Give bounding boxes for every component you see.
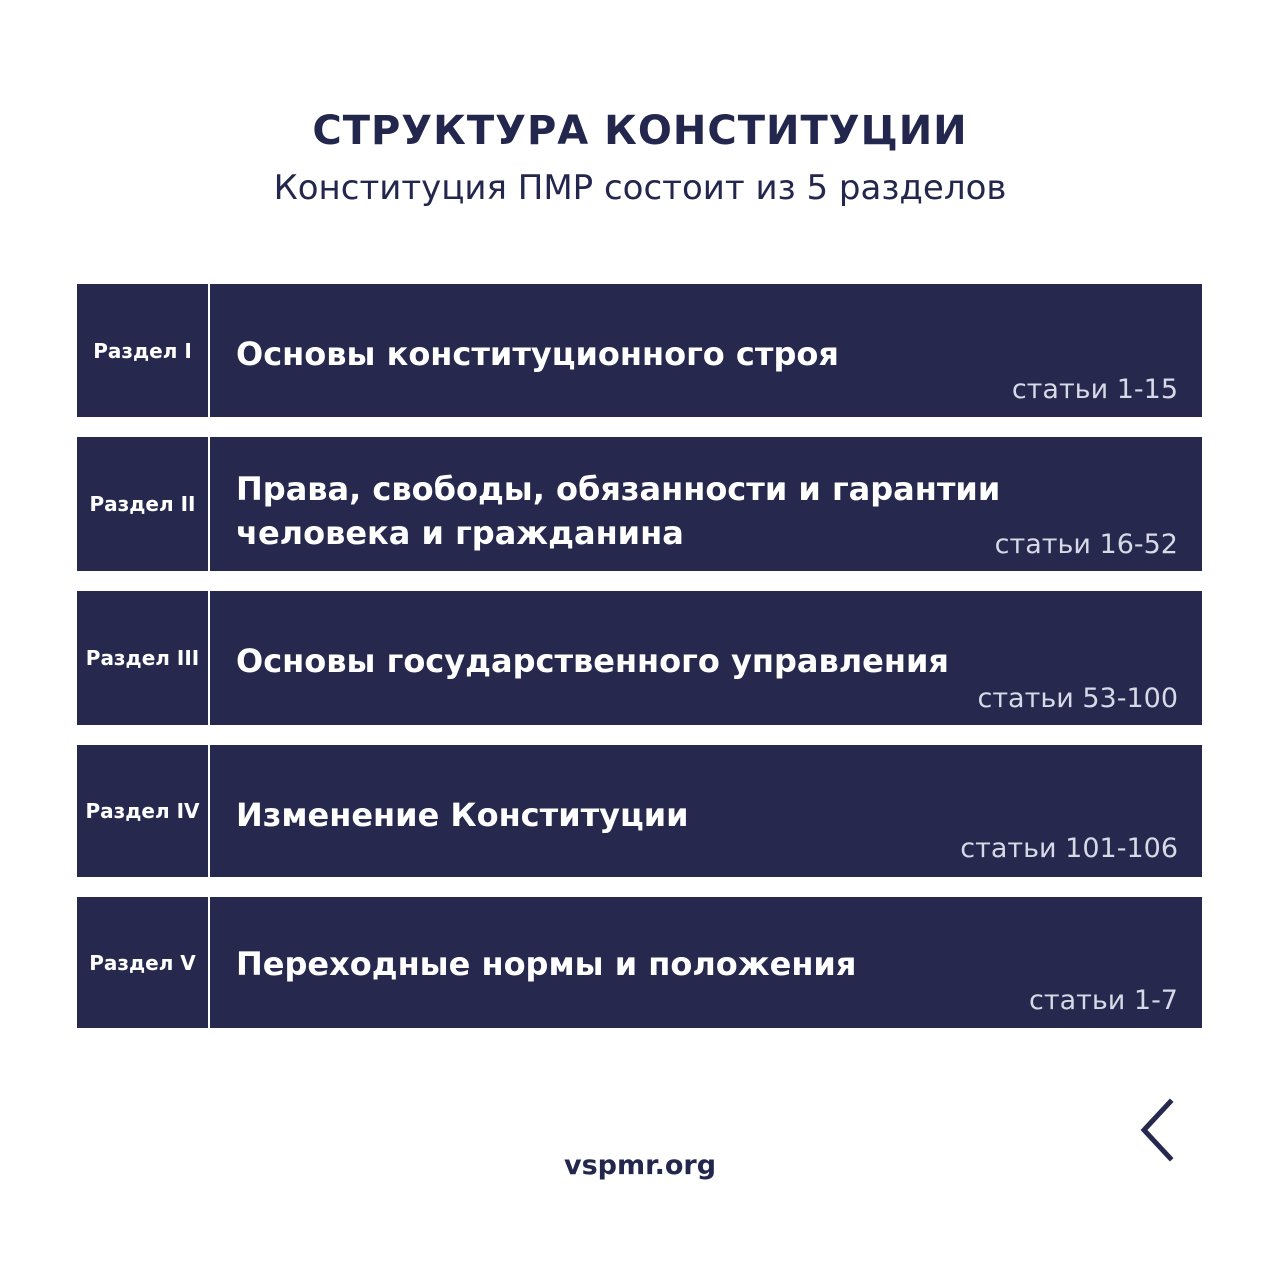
section-number: Раздел II bbox=[77, 437, 210, 571]
section-title: Переходные нормы и положения bbox=[236, 945, 857, 983]
section-row-2 bbox=[77, 437, 1202, 571]
section-row-3 bbox=[77, 591, 1202, 725]
section-articles: статьи 101-106 bbox=[960, 833, 1178, 864]
section-number: Раздел IV bbox=[77, 745, 210, 877]
section-number: Раздел III bbox=[77, 591, 210, 725]
section-number: Раздел I bbox=[77, 284, 210, 417]
section-title: Изменение Конституции bbox=[236, 796, 689, 834]
section-number: Раздел V bbox=[77, 897, 210, 1028]
section-row-4 bbox=[77, 745, 1202, 877]
section-articles: статьи 1-7 bbox=[1029, 985, 1178, 1016]
section-title: Основы конституционного строя bbox=[236, 335, 839, 373]
section-articles: статьи 1-15 bbox=[1011, 374, 1178, 405]
section-articles: статьи 53-100 bbox=[977, 683, 1178, 714]
page-subtitle: Конституция ПМР состоит из 5 разделов bbox=[273, 168, 1007, 208]
section-row-1 bbox=[77, 284, 1202, 417]
page-title: СТРУКТУРА КОНСТИТУЦИИ bbox=[312, 108, 968, 154]
section-title: Основы государственного управления bbox=[236, 642, 949, 680]
section-title: Права, свободы, обязанности и гарантии человека и гражданина bbox=[236, 470, 1001, 552]
site-url[interactable]: vspmr.org bbox=[563, 1150, 717, 1181]
section-articles: статьи 16-52 bbox=[994, 529, 1178, 560]
section-row-5 bbox=[77, 897, 1202, 1028]
